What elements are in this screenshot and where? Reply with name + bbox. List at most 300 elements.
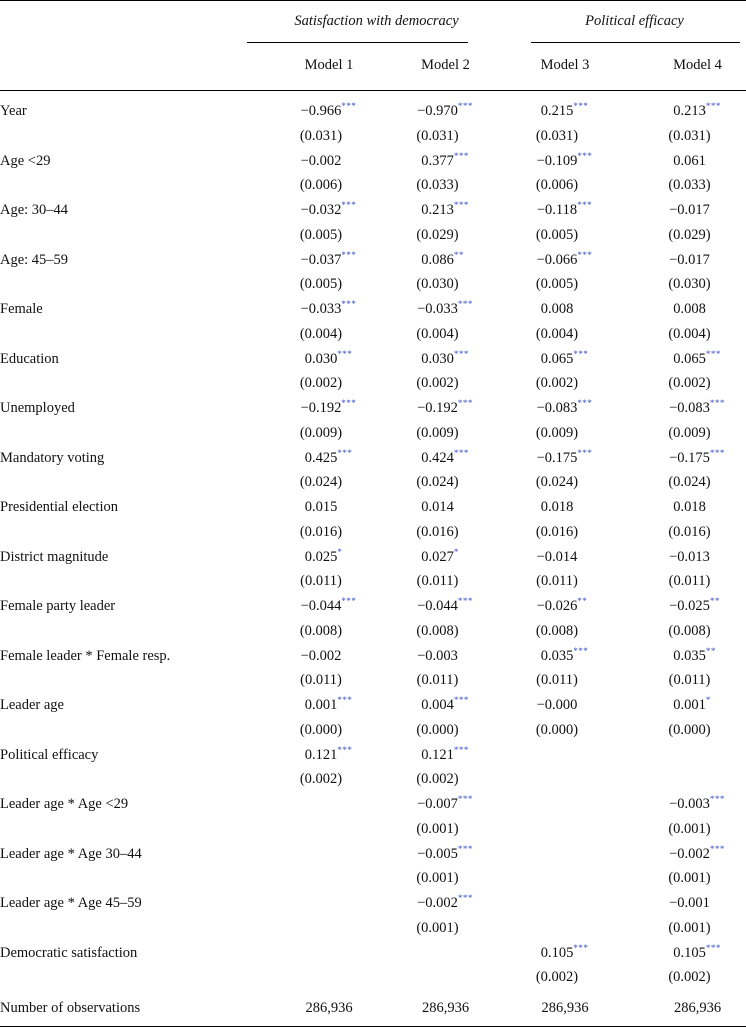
se-value: (0.016) (535, 523, 579, 540)
row-label: Female leader * Female resp. (0, 647, 171, 664)
observations-value: 286,936 (541, 999, 589, 1016)
se-cell (364, 619, 499, 644)
table-body (0, 91, 746, 1027)
group-header-row (0, 1, 746, 41)
table-row (0, 891, 746, 916)
se-cell (364, 471, 499, 496)
se-value: (0.001) (416, 919, 459, 936)
observations-row (0, 990, 746, 1027)
observations-value: 286,936 (305, 999, 353, 1016)
se-cell (240, 718, 364, 743)
se-cell (499, 966, 629, 991)
coef-cell (629, 198, 746, 223)
coef-cell: 0.030*** (421, 348, 469, 367)
coef-value: 0.105 (673, 944, 706, 961)
table-row (0, 198, 746, 223)
coef-value: 0.215 (540, 103, 574, 119)
coef-cell: 0.001*** (304, 695, 353, 713)
coef-value: −0.002 (417, 895, 458, 911)
se-value: (0.011) (536, 672, 578, 689)
model-header-1: Model 1 (304, 57, 354, 73)
table-row (0, 396, 746, 421)
se-value: (0.001) (668, 820, 711, 837)
coef-value: 0.213 (673, 103, 706, 119)
table-row (0, 693, 746, 718)
coef-cell: 0.377*** (421, 150, 469, 169)
coef-cell: −0.192*** (417, 398, 473, 416)
se-value: (0.000) (299, 721, 343, 738)
se-value: (0.002) (535, 375, 579, 392)
se-value: (0.008) (668, 622, 711, 639)
table-row-se (0, 372, 746, 397)
se-value: (0.001) (668, 919, 711, 936)
se-cell (629, 570, 746, 595)
coef-value: −0.066 (536, 251, 578, 268)
se-cell (240, 322, 364, 347)
se-cell (629, 768, 746, 793)
coef-cell: 0.035*** (540, 645, 589, 664)
coef-value: −0.003 (417, 647, 458, 664)
coef-value: 0.121 (304, 746, 338, 763)
se-cell (629, 520, 746, 545)
se-cell (364, 273, 499, 298)
coef-cell: −0.970*** (417, 101, 473, 119)
row-label: Leader age (0, 697, 64, 713)
se-cell (629, 124, 746, 149)
se-cell (240, 421, 364, 446)
coef-cell: 0.213*** (673, 101, 721, 119)
coef-cell: −0.109*** (536, 150, 593, 169)
table-row (0, 545, 746, 570)
coef-value: 0.008 (540, 301, 574, 317)
se-value: (0.006) (535, 177, 579, 194)
model-header-row (0, 41, 746, 91)
se-value: (0.011) (668, 573, 711, 590)
coef-cell: 0.065*** (540, 348, 589, 367)
se-cell (364, 520, 499, 545)
coef-cell: 0.105*** (540, 942, 589, 961)
coef-cell: −0.066*** (536, 249, 593, 268)
table-row-se (0, 570, 746, 595)
coef-cell: 0.425*** (304, 447, 353, 466)
observations-value: 286,936 (421, 999, 470, 1016)
row-label: Female party leader (0, 598, 116, 614)
se-value: (0.000) (535, 721, 579, 738)
se-value: (0.009) (535, 424, 579, 441)
coef-value: −0.026 (536, 598, 578, 614)
se-cell (499, 174, 629, 199)
coef-value: −0.037 (300, 251, 342, 268)
se-cell (364, 817, 499, 842)
coef-value: −0.000 (536, 697, 578, 713)
se-value: (0.002) (535, 969, 579, 986)
coef-cell (499, 792, 629, 817)
group-header-satisfaction: Satisfaction with democracy (294, 12, 459, 29)
coef-cell: −0.044*** (417, 596, 473, 614)
se-cell (629, 174, 746, 199)
coef-cell: −0.175*** (536, 447, 593, 466)
row-label: Education (0, 350, 59, 367)
coef-cell (629, 545, 746, 570)
row-label: Leader age * Age 45–59 (0, 895, 142, 911)
se-value: (0.031) (535, 127, 579, 144)
table-row-se (0, 669, 746, 694)
coef-value: −0.083 (669, 400, 710, 416)
coef-cell (499, 297, 629, 322)
se-value: (0.005) (299, 276, 343, 293)
coef-cell (629, 297, 746, 322)
coef-value: −0.025 (669, 598, 710, 614)
coef-value: −0.013 (669, 548, 710, 565)
coef-value: 0.424 (421, 449, 454, 466)
table-row-se (0, 817, 746, 842)
se-cell (364, 174, 499, 199)
se-cell (629, 916, 746, 941)
se-cell (499, 916, 629, 941)
coef-cell (240, 495, 364, 520)
se-value: (0.024) (416, 474, 459, 491)
coef-value: 0.035 (540, 647, 574, 664)
coef-cell: 0.065*** (673, 348, 721, 367)
model-header-3: Model 3 (540, 57, 590, 73)
coef-cell (629, 891, 746, 916)
coef-value: 0.001 (673, 697, 706, 713)
se-cell (629, 421, 746, 446)
se-cell (364, 669, 499, 694)
se-cell (629, 223, 746, 248)
se-value: (0.001) (416, 870, 459, 887)
se-cell (240, 768, 364, 793)
se-cell (364, 421, 499, 446)
se-cell (240, 669, 364, 694)
table-row (0, 941, 746, 966)
se-value: (0.016) (299, 523, 343, 540)
se-cell (499, 768, 629, 793)
se-cell (499, 669, 629, 694)
se-value: (0.031) (299, 127, 343, 144)
table-row (0, 347, 746, 372)
table-row (0, 495, 746, 520)
coef-value: −0.032 (300, 202, 342, 218)
se-value: (0.005) (535, 226, 579, 243)
coef-value: 0.030 (304, 350, 338, 367)
se-cell (629, 322, 746, 347)
coef-cell: −0.002*** (669, 843, 725, 862)
coef-cell (240, 941, 364, 966)
coef-value: −0.192 (300, 400, 342, 416)
table-row-se (0, 768, 746, 793)
coef-value: −0.083 (536, 400, 578, 416)
coef-cell: −0.002*** (417, 893, 473, 911)
coef-cell: 0.004*** (421, 695, 469, 713)
coef-value: 0.001 (304, 697, 338, 713)
coef-cell: −0.007*** (417, 794, 473, 812)
se-cell (499, 471, 629, 496)
se-cell (364, 124, 499, 149)
se-cell (499, 223, 629, 248)
se-cell (629, 867, 746, 892)
se-cell (499, 124, 629, 149)
table-row-se (0, 966, 746, 991)
coef-value: −0.014 (536, 548, 578, 565)
coef-cell: 0.030*** (304, 348, 353, 367)
se-value: (0.011) (416, 672, 459, 689)
se-value: (0.001) (668, 870, 711, 887)
coef-cell: 0.035** (673, 645, 716, 664)
se-cell (629, 273, 746, 298)
coef-cell: −0.083*** (536, 398, 593, 416)
coef-value: 0.008 (673, 301, 706, 317)
coef-cell: −0.005*** (417, 843, 473, 862)
se-cell (499, 570, 629, 595)
coef-cell: −0.033*** (417, 299, 473, 317)
se-value: (0.002) (299, 771, 343, 788)
se-cell (364, 867, 499, 892)
coef-value: −0.175 (669, 449, 710, 466)
coef-cell (364, 495, 499, 520)
coef-value: 0.018 (540, 499, 574, 515)
se-value: (0.030) (416, 276, 459, 293)
se-value: (0.004) (299, 325, 343, 342)
coef-value: −0.002 (300, 152, 342, 169)
coef-value: −0.017 (669, 251, 710, 268)
coef-cell: 0.025* (304, 546, 343, 565)
coef-cell (629, 248, 746, 273)
se-value: (0.005) (299, 226, 343, 243)
se-cell (499, 520, 629, 545)
coef-value: −0.005 (417, 845, 458, 862)
se-value: (0.001) (416, 820, 459, 837)
se-cell (240, 124, 364, 149)
coef-value: −0.002 (669, 845, 710, 862)
se-cell (499, 817, 629, 842)
coef-value: 0.105 (540, 944, 574, 961)
se-value: (0.009) (299, 424, 343, 441)
se-value: (0.000) (668, 721, 711, 738)
coef-value: 0.213 (421, 202, 454, 218)
se-cell (240, 273, 364, 298)
model-header-4: Model 4 (673, 57, 722, 73)
coef-value: −0.003 (669, 796, 710, 812)
se-cell (629, 966, 746, 991)
coef-cell (240, 149, 364, 174)
table-row (0, 446, 746, 471)
se-value: (0.002) (668, 969, 711, 986)
coef-cell: −0.175*** (669, 447, 725, 466)
coef-cell (240, 792, 364, 817)
se-value: (0.009) (668, 424, 711, 441)
coef-value: −0.192 (417, 400, 458, 416)
se-value: (0.024) (535, 474, 579, 491)
se-cell (629, 817, 746, 842)
se-cell (364, 966, 499, 991)
coef-cell: 0.121*** (421, 744, 469, 763)
coef-cell (499, 891, 629, 916)
row-label: Presidential election (0, 499, 118, 515)
table-row (0, 792, 746, 817)
coef-cell (629, 149, 746, 174)
coef-cell: −0.032*** (300, 200, 357, 218)
se-value: (0.024) (668, 474, 711, 491)
se-cell (364, 768, 499, 793)
coef-cell: 0.027* (421, 546, 459, 565)
coef-value: 0.086 (421, 251, 454, 268)
table-row-se (0, 619, 746, 644)
coef-value: −0.002 (300, 647, 342, 664)
model-header-2: Model 2 (421, 57, 470, 73)
se-value: (0.004) (535, 325, 579, 342)
coef-cell (629, 743, 746, 768)
coef-cell (364, 644, 499, 669)
se-cell (499, 718, 629, 743)
coef-value: −0.001 (669, 895, 710, 911)
se-cell (240, 916, 364, 941)
row-label: Age: 30–44 (0, 202, 69, 218)
se-cell (629, 669, 746, 694)
se-value: (0.011) (668, 672, 711, 689)
observations-label: Number of observations (0, 999, 141, 1016)
coef-cell (240, 891, 364, 916)
coef-cell (629, 495, 746, 520)
coef-cell: −0.003*** (669, 794, 725, 812)
coef-value: 0.065 (540, 350, 574, 367)
coef-value: 0.377 (421, 152, 454, 169)
se-cell (240, 570, 364, 595)
row-label: Political efficacy (0, 746, 99, 763)
coef-cell (499, 495, 629, 520)
group-header-efficacy: Political efficacy (585, 12, 684, 29)
se-cell (240, 817, 364, 842)
coef-cell: −0.044*** (300, 596, 357, 614)
coef-cell (499, 743, 629, 768)
se-cell (629, 372, 746, 397)
se-cell (499, 372, 629, 397)
coef-cell: 0.105*** (673, 942, 721, 961)
row-label: Mandatory voting (0, 449, 105, 466)
table-row-se (0, 520, 746, 545)
coef-cell (240, 644, 364, 669)
se-cell (499, 619, 629, 644)
se-cell (364, 570, 499, 595)
se-value: (0.031) (416, 127, 459, 144)
row-label: Leader age * Age <29 (0, 796, 129, 812)
se-cell (364, 916, 499, 941)
row-label: Female (0, 301, 43, 317)
se-value: (0.008) (299, 622, 343, 639)
se-value: (0.033) (416, 177, 459, 194)
table-row-se (0, 124, 746, 149)
coef-value: −0.118 (536, 202, 578, 218)
coef-value: −0.970 (417, 103, 458, 119)
se-cell (364, 322, 499, 347)
coef-value: 0.065 (673, 350, 706, 367)
se-cell (240, 174, 364, 199)
coef-cell (364, 941, 499, 966)
coef-value: −0.175 (536, 449, 578, 466)
se-cell (240, 867, 364, 892)
se-value: (0.029) (668, 226, 711, 243)
coef-cell: −0.033*** (300, 299, 357, 317)
se-value: (0.004) (416, 325, 459, 342)
se-value: (0.024) (299, 474, 343, 491)
table-row (0, 743, 746, 768)
se-value: (0.009) (416, 424, 459, 441)
se-cell (240, 372, 364, 397)
coef-value: 0.015 (304, 499, 338, 515)
coef-value: 0.035 (673, 647, 706, 664)
table-row (0, 644, 746, 669)
se-cell (364, 223, 499, 248)
se-value: (0.033) (668, 177, 711, 194)
row-label: Leader age * Age 30–44 (0, 845, 142, 862)
coef-cell: 0.086** (421, 249, 464, 268)
coef-cell: 0.215*** (540, 101, 589, 119)
coef-cell (499, 693, 629, 718)
coef-cell: −0.192*** (300, 398, 357, 416)
se-value: (0.031) (668, 127, 711, 144)
row-label: Unemployed (0, 400, 75, 416)
row-label: Age <29 (0, 152, 51, 169)
se-cell (240, 966, 364, 991)
se-cell (499, 273, 629, 298)
coef-value: 0.004 (421, 697, 454, 713)
se-value: (0.011) (300, 573, 342, 590)
se-cell (499, 421, 629, 446)
table-row (0, 149, 746, 174)
se-value: (0.002) (299, 375, 343, 392)
table-row-se (0, 867, 746, 892)
se-cell (629, 619, 746, 644)
table-row-se (0, 223, 746, 248)
se-value: (0.006) (299, 177, 343, 194)
coef-cell: −0.966*** (300, 101, 357, 119)
coef-value: −0.007 (417, 796, 458, 812)
coef-value: −0.966 (300, 103, 342, 119)
se-value: (0.016) (416, 523, 459, 540)
coef-cell: −0.083*** (669, 398, 725, 416)
coef-value: −0.033 (300, 301, 342, 317)
se-value: (0.008) (535, 622, 579, 639)
se-cell (240, 471, 364, 496)
se-value: (0.002) (416, 771, 459, 788)
table-row-se (0, 421, 746, 446)
coef-value: 0.014 (421, 499, 454, 515)
table-row-se (0, 916, 746, 941)
se-cell (499, 867, 629, 892)
coef-value: 0.025 (304, 548, 338, 565)
se-cell (364, 372, 499, 397)
table-row-se (0, 718, 746, 743)
se-value: (0.008) (416, 622, 459, 639)
se-value: (0.005) (535, 276, 579, 293)
coef-cell: 0.121*** (304, 744, 353, 763)
row-label: Year (0, 103, 27, 119)
coef-cell: −0.118*** (536, 200, 593, 218)
table-row-se (0, 471, 746, 496)
row-label: District magnitude (0, 548, 109, 565)
coef-value: 0.121 (421, 746, 454, 763)
table-row-se (0, 174, 746, 199)
se-cell (364, 718, 499, 743)
se-cell (240, 223, 364, 248)
se-cell (240, 619, 364, 644)
se-value: (0.011) (416, 573, 459, 590)
se-value: (0.029) (416, 226, 459, 243)
se-value: (0.016) (668, 523, 711, 540)
table-row (0, 594, 746, 619)
table-row-se (0, 273, 746, 298)
table-row (0, 297, 746, 322)
